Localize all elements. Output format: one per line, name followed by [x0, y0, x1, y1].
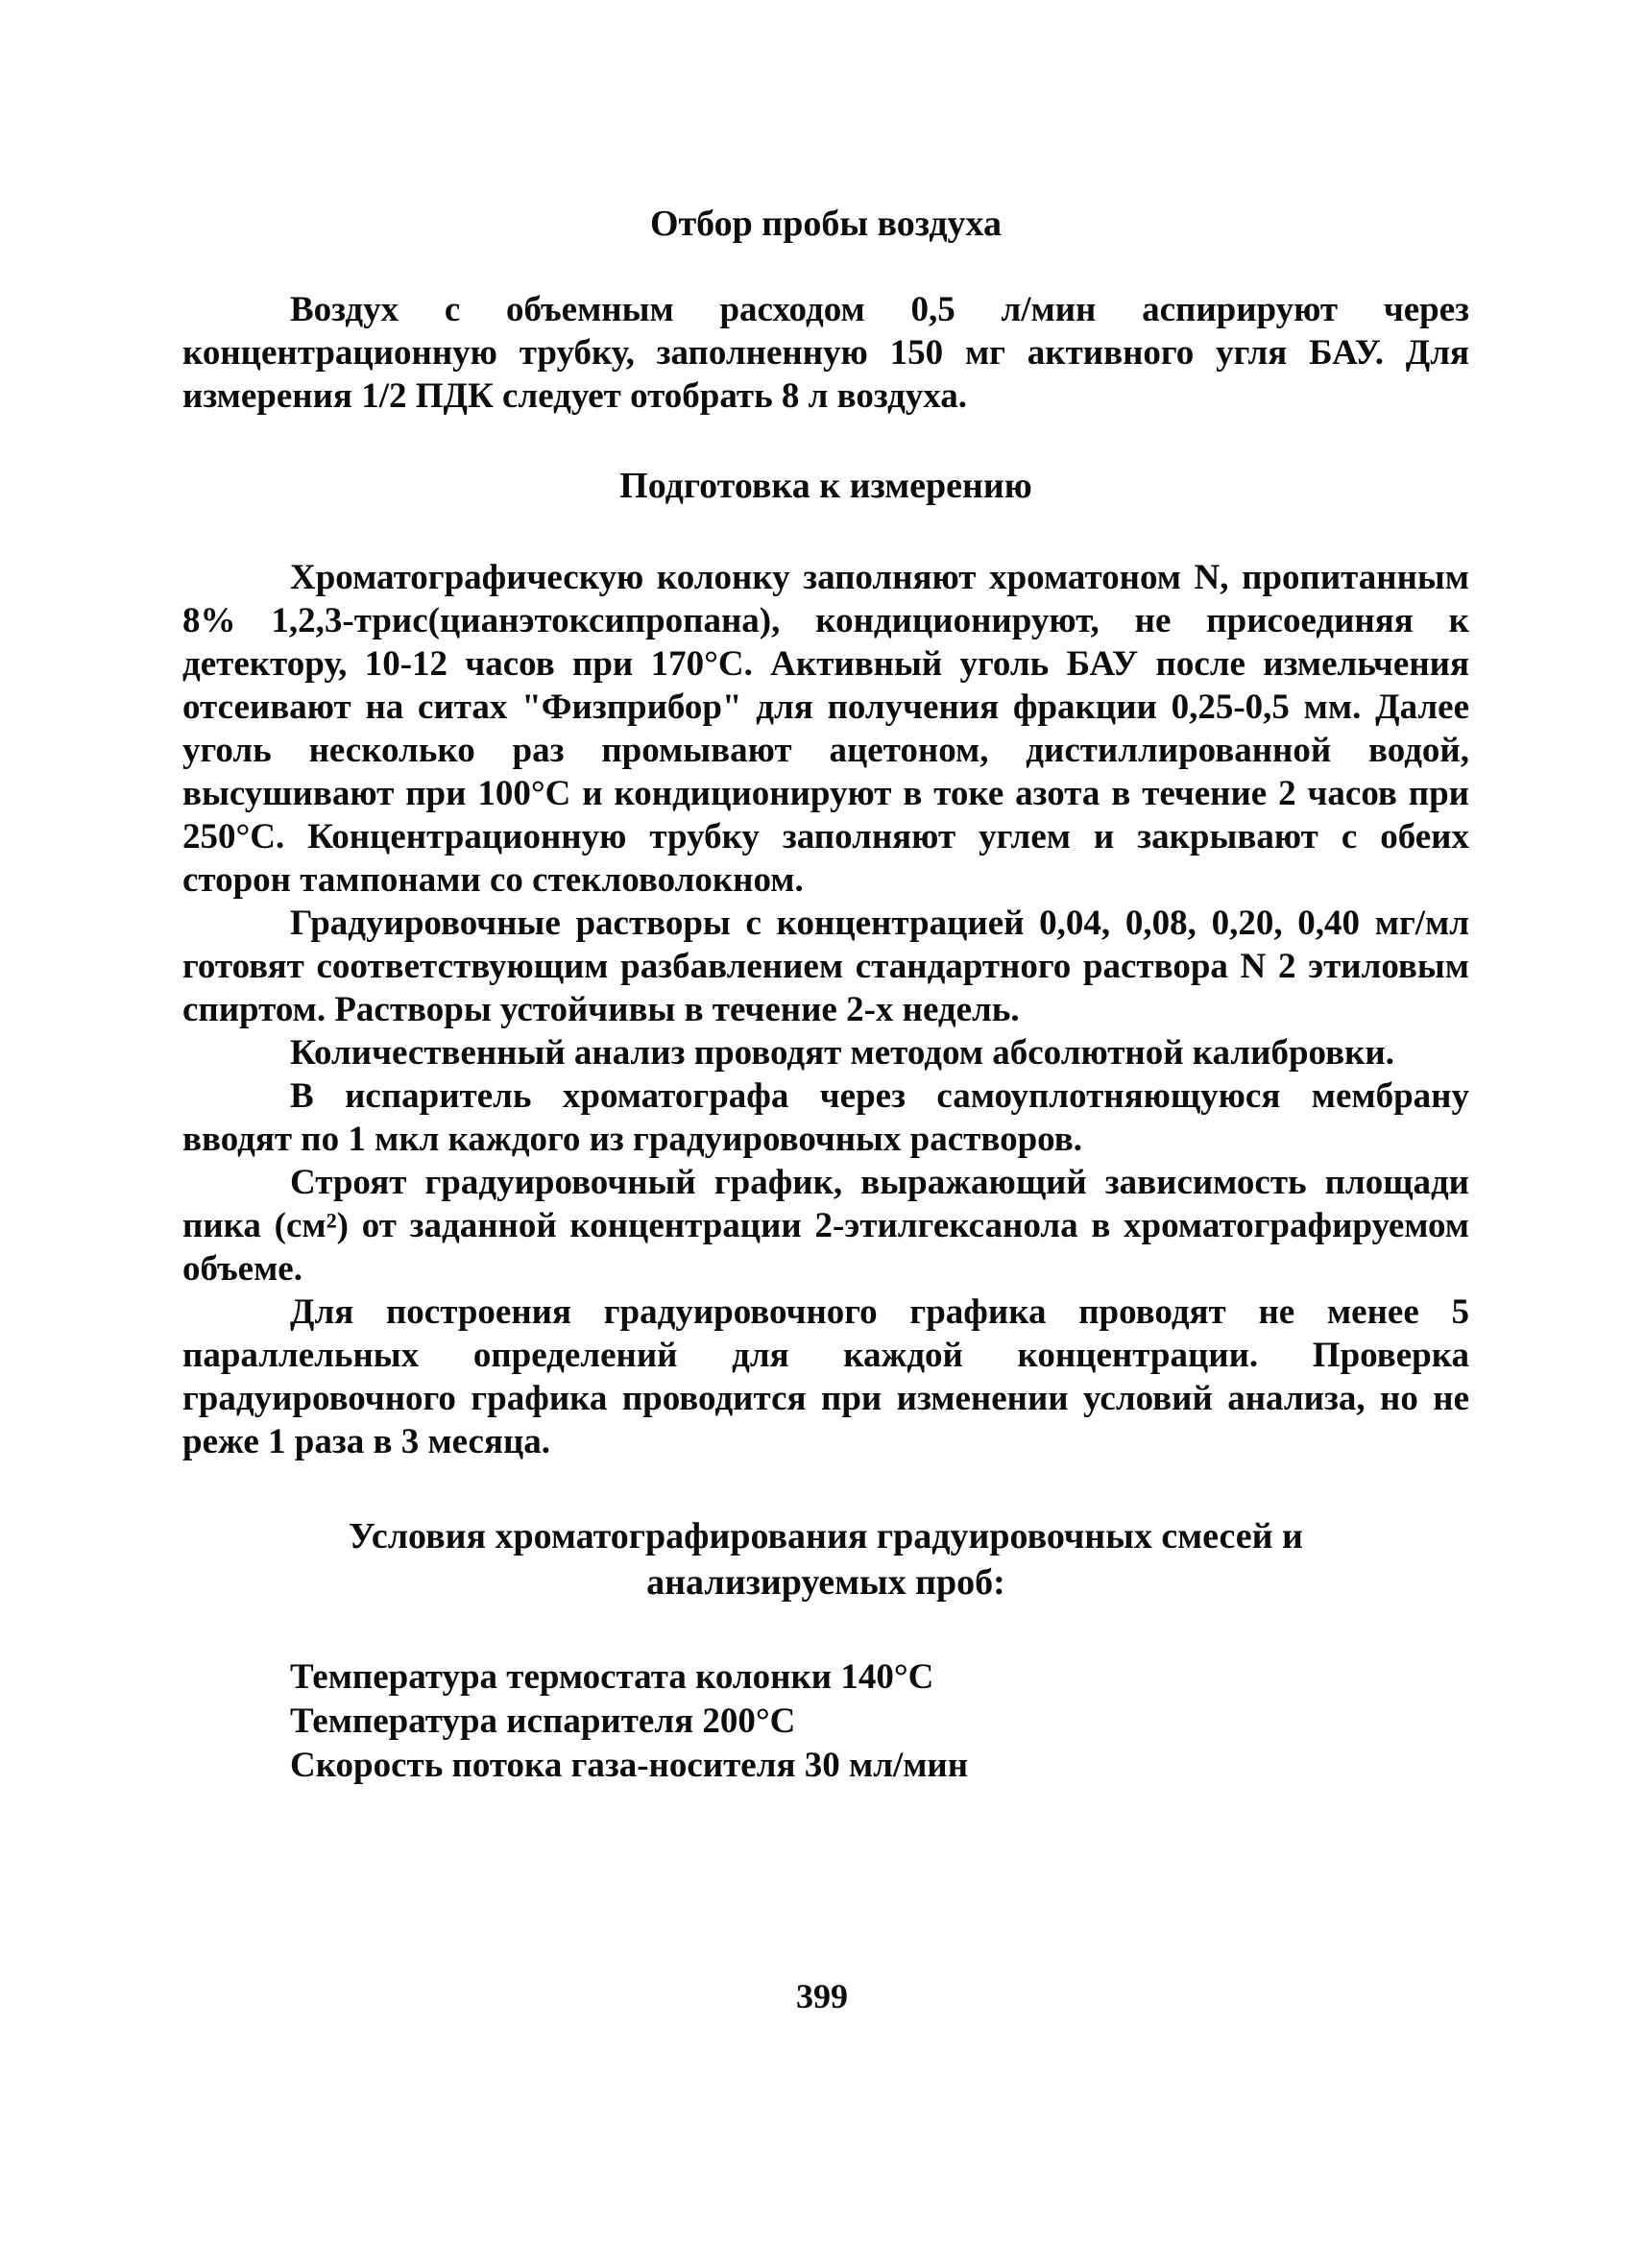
paragraph-column-preparation: Хроматографическую колонку заполняют хроматоном N, пропитанным 8% 1,2,3-трис(цианэтоксипропана), кондиционируют, не присоединяя к детектору, 10-12 часов при 170°С. Активный уголь БАУ после измельчения отсеивают на ситах "Физприбор" для получения фракции 0,25-0,5 мм. Далее уголь несколько раз промывают ацетоном, дистиллированной водой, высушивают при 100°С и кондиционируют в токе азота в течение 2 часов при 250°С. Концентрационную трубку заполняют углем и закрывают с обеих сторон тампонами со стекловолокном.	[182, 558, 1469, 900]
conditions-list	[182, 1655, 1469, 1788]
condition-evaporator-temperature: Температура испарителя 200°С	[290, 1701, 796, 1741]
section-heading-air-sampling: Отбор пробы воздуха	[649, 204, 1003, 244]
condition-carrier-gas-flow: Скорость потока газа-носителя 30 мл/мин	[290, 1746, 969, 1785]
section-heading-conditions: Условия хроматографирования градуировочных смесей и анализируемых проб:	[349, 1516, 1303, 1603]
paragraph-air-sampling: Воздух с объемным расходом 0,5 л/мин аспирируют через концентрационную трубку, заполненную 150 мг активного угля БАУ. Для измерения 1/2 ПДК следует отобрать 8 л воздуха.	[182, 290, 1469, 416]
condition-column-temperature: Температура термостата колонки 140°С	[290, 1657, 934, 1697]
paragraph-calibration-solutions: Градуировочные растворы с концентрацией 0,04, 0,08, 0,20, 0,40 мг/мл готовят соответствующим разбавлением стандартного раствора N 2 этиловым спиртом. Растворы устойчивы в течение 2-х недель.	[182, 904, 1469, 1029]
page-number: 399	[796, 1977, 848, 2015]
document-page	[182, 202, 1469, 1788]
paragraph-calibration-check: Для построения градуировочного графика проводят не менее 5 параллельных определений для каждой концентрации. Проверка градуировочного графика проводится при изменении условий анализа, но не реже 1 раза в 3 месяца.	[182, 1292, 1469, 1461]
paragraph-calibration-graph: Строят градуировочный график, выражающий зависимость площади пика (см²) от заданной концентрации 2-этилгексанола в хроматографируемом объеме.	[182, 1163, 1469, 1289]
paragraph-injection: В испаритель хроматографа через самоуплотняющуюся мембрану вводят по 1 мкл каждого из градуировочных растворов.	[182, 1076, 1469, 1159]
section-heading-preparation: Подготовка к измерению	[619, 466, 1032, 506]
paragraph-quantitative-analysis: Количественный анализ проводят методом абсолютной калибровки.	[290, 1033, 1394, 1073]
